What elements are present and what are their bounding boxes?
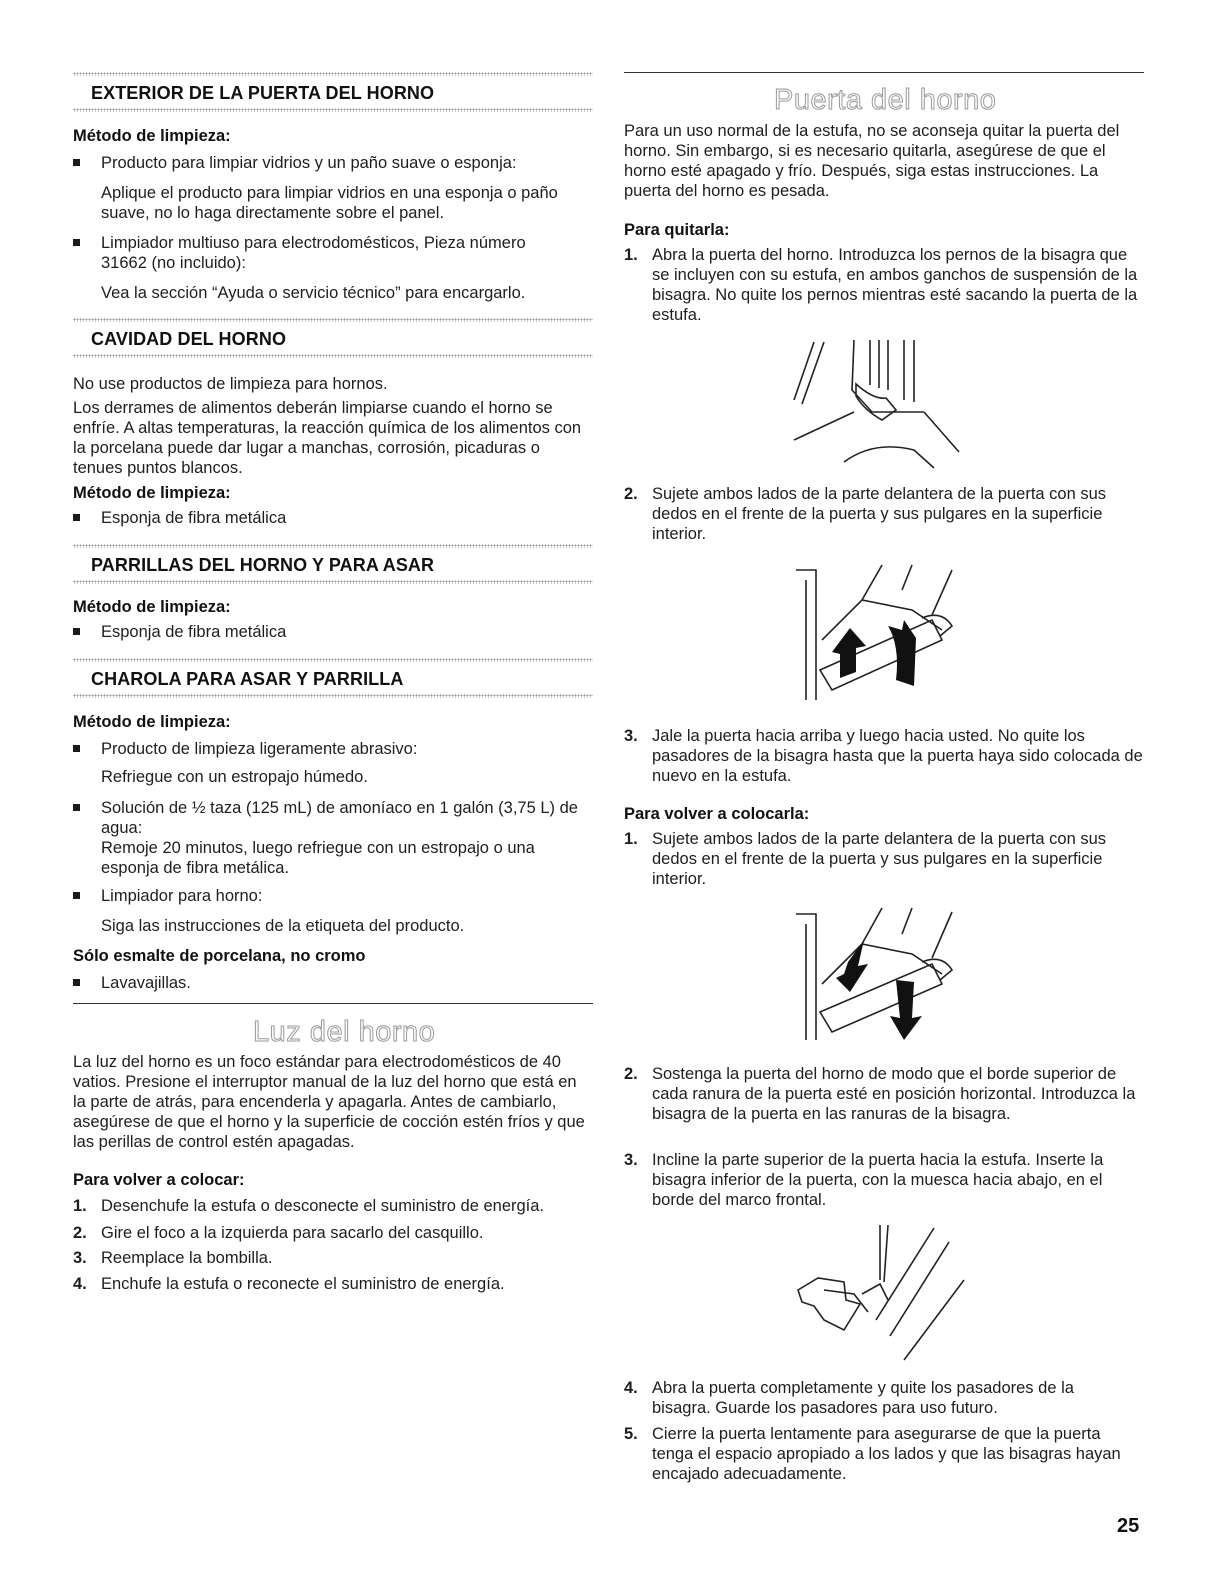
door-section-title: Puerta del horno [774,84,997,116]
bullet-subtext: Siga las instrucciones de la etiqueta del producto. [101,917,465,935]
porcelain-label: Sólo esmalte de porcelana, no cromo [73,947,366,965]
paragraph: Para un uso normal de la estufa, no se aconseja quitar la puerta del horno. Sin embargo, si es necesario quitarla, asegúrese de que el horno esté apagado y frío. Después, siga estas instrucciones. La puerta del horno es pesada. [624,122,1120,200]
light-section-title: Luz del horno [253,1016,436,1048]
bullet-subtext: Vea la sección “Ayuda o servicio técnico” para encargarlo. [101,284,526,302]
door-lift-illustration [792,560,982,705]
bullet-subtext: Aplique el producto para limpiar vidrios en una esponja o paño suave, no lo haga directamente sobre el panel. [101,184,558,222]
door-lower-illustration [792,900,982,1045]
bullet-subtext: Refriegue con un estropajo húmedo. [101,768,368,786]
section-title: PARRILLAS DEL HORNO Y PARA ASAR [91,555,435,575]
section-title: CAVIDAD DEL HORNO [91,329,287,349]
section-divider [624,72,1144,73]
section-title: CHAROLA PARA ASAR Y PARRILLA [91,669,404,689]
hinge-insert-illustration [784,1220,984,1370]
replace-label: Para volver a colocar: [73,1171,245,1189]
section-title: EXTERIOR DE LA PUERTA DEL HORNO [91,83,435,103]
replace-label: Para volver a colocarla: [624,805,810,823]
method-label: Método de limpieza: [73,484,231,502]
remove-label: Para quitarla: [624,221,730,239]
section-header-charola [73,658,593,698]
paragraph: Los derrames de alimentos deberán limpiarse cuando el horno se enfríe. A altas temperaturas, la reacción química de los alimentos con la porcelana puede dar lugar a manchas, corrosión, picaduras o tenues puntos blancos. [73,399,582,477]
section-divider [73,1003,593,1004]
page-number: 25 [1117,1515,1140,1537]
method-label: Método de limpieza: [73,598,231,616]
section-header-cavidad [73,318,593,358]
method-label: Método de limpieza: [73,127,231,145]
bullet-subtext: Remoje 20 minutos, luego refriegue con un estropajo o una esponja de fibra metálica. [101,839,535,877]
paragraph: La luz del horno es un foco estándar para electrodomésticos de 40 vatios. Presione el interruptor manual de la luz del horno que está en la parte de atrás, para encenderla y apagarla. Antes de cambiarlo, asegúrese de que el horno y la superficie de cocción estén fríos y que las perillas de control estén apagadas. [73,1053,585,1151]
hinge-pin-illustration [784,340,974,470]
section-header-parrillas [73,544,593,584]
section-header-exterior [73,72,593,112]
paragraph: No use productos de limpieza para hornos. [73,375,388,393]
method-label: Método de limpieza: [73,713,231,731]
